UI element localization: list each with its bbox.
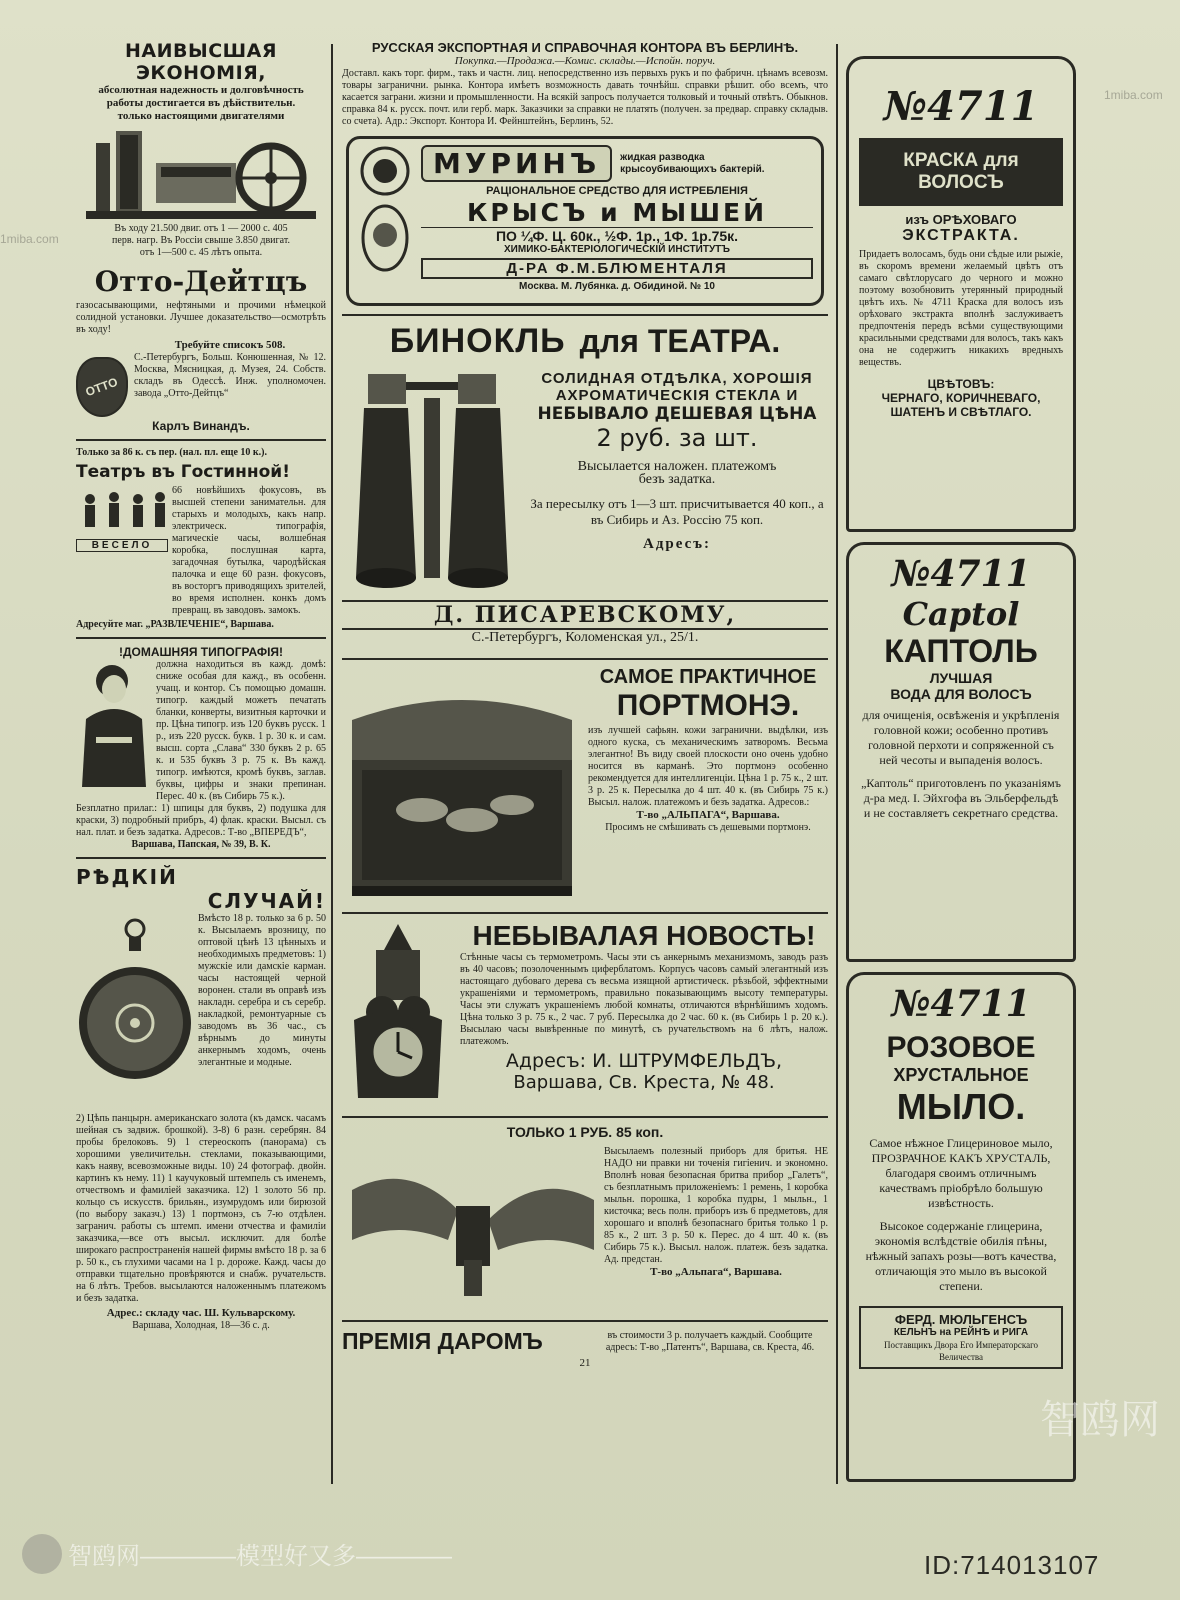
watermark-site-top: 1miba.com — [1104, 88, 1163, 102]
ad-body: Доставл. какъ торг. фирм., такъ и частн. лиц. непосредственно изъ первыхъ рукъ и по фабричн. цѣнамъ всевозм. товары загранични. рынка. Контора имѣетъ возможность давать точнѣйш. справки рѣшит. обо всемъ, что касается заграни. жизни и промышленности. На всякій запросъ получается толковый и точный отвѣтъ. Обыкнов. справка 84 к. русск. почт. или герб. марк. Заказчики за справки не платять (получен. за предвар. справку складыв. со счета). Адр.: Экспорт. Контора И. Фейнштейнъ, Берлинъ, 52. — [342, 68, 828, 127]
ad-title: НЕБЫВАЛАЯ НОВОСТЬ! — [472, 920, 816, 951]
column-center — [342, 40, 828, 1370]
ad-body: Придаетъ волосамъ, будь они сѣдые или рыжіе, въ скоромъ времени желаемый цвѣтъ отъ самаго свѣтлорусаго до черного и можно поэтому возобновить утерянный природный цвѣтъ ихъ. № 4711 Краска для волосъ изъ орѣховаго экстракта вполнѣ заслуживаетъ предпочтенія передъ всѣми существующими красильными средствами для волосъ, такъ какъ она не содержитъ никакихъ вредныхъ веществъ. — [859, 249, 1063, 368]
ad-send: Высылается наложен. платежомъ — [577, 459, 777, 474]
ad-title: РОЗОВОЕ — [886, 1031, 1036, 1064]
maker-supplier: Поставщикъ Двора Его Императорскаго Величества — [883, 1340, 1039, 1362]
ad-body: Самое нѣжное Глицериновое мыло, ПРОЗРАЧНОЕ КАКЪ ХРУСТАЛЬ, благодаря своимъ отличнымъ качествамъ пріобрѣло большую извѣстность. — [869, 1136, 1053, 1210]
column-left — [76, 40, 326, 1332]
maker-name: ФЕРД. МЮЛЬГЕНСЪ — [894, 1312, 1028, 1327]
column-right — [846, 40, 1076, 1482]
divider — [342, 1320, 828, 1322]
agent-name: Карлъ Винандъ. — [152, 419, 250, 433]
page-number: 21 — [579, 1357, 591, 1369]
ad-addressee: Д. ПИСАРЕВСКОМУ, — [342, 600, 828, 630]
ad-free-items: Безплатно прилаг.: 1) шпицы для буквъ, 2) подушка для краски, 3) подробный прибръ, 4) флак. краски. Высыл. съ нал. плат. и безъ задатка. Адресов.: Т-во „ВПЕРЕДЪ“, — [76, 803, 326, 838]
ad-title: ХРУСТАЛЬНОЕ — [893, 1065, 1029, 1085]
ad-headline: КРЫСЪ и МЫШЕЙ — [466, 198, 768, 227]
ad-subtitle: ЭКСТРАКТА. — [902, 227, 1020, 244]
ad-wallet — [342, 666, 828, 906]
woman-illustration — [76, 659, 152, 789]
ad-subtitle: работы достигается въ дѣйствительн. — [106, 97, 296, 109]
divider — [76, 439, 326, 441]
ad-title: САМОЕ ПРАКТИЧНОЕ — [599, 666, 817, 688]
ad-address: Варшава, Холодная, 18—36 с. д. — [132, 1320, 270, 1331]
ad-wall-clock — [342, 920, 828, 1110]
ad-send: безъ задатка. — [638, 472, 716, 487]
ad-subtitle: Покупка.—Продажа.—Комис. склады.—Испойн. поруч. — [454, 55, 716, 67]
wall-clock-illustration — [342, 920, 454, 1110]
ad-4711-hair-dye — [846, 56, 1076, 532]
ad-address: Адресуйте маг. „РАЗВЛЕЧЕНІЕ“, Варшава. — [76, 619, 274, 630]
ad-subtitle: изъ ОРѢХОВАГО — [905, 212, 1017, 227]
ad-address: С.-Петербургъ, Коломенская ул., 25/1. — [471, 630, 699, 645]
ad-firm: Т-во „АЛЬПАГА“, Варшава. — [636, 809, 780, 821]
ad-price: ТОЛЬКО 1 РУБ. 85 коп. — [506, 1124, 664, 1140]
watermark-slogan: 智鸥网————模型好又多———— — [68, 1543, 452, 1570]
brand-name: Отто-Дейтцъ — [94, 265, 308, 298]
ad-colors: ШАТЕНЪ И СВѢТЛАГО. — [890, 405, 1032, 419]
ad-body: въ стоимости 3 р. получаетъ каждый. Сообщите адресъ: Т-во „Патентъ“, Варшава, св. Креста, 46. — [605, 1329, 815, 1353]
ad-body: Высокое содержаніе глицерина, экономія вслѣдствіе обилія пѣны, нѣжный запахъ розы—вотъ качества, отличающія это мыло въ высокой степени. — [865, 1219, 1057, 1293]
ad-title: РѢДКІЙ — [76, 865, 178, 889]
ad-body: „Каптоль“ приготовленъ по указаніямъ д-ра мед. I. Эйхгофа въ Эльберфельдѣ и не составляетъ секретнаго средства. — [861, 776, 1061, 820]
ad-specs: перв. нагр. Въ Россіи свыше 3.850 двигат. — [112, 235, 290, 246]
ad-request: Требуйте списокъ 508. — [174, 339, 286, 351]
ad-specs: отъ 1—500 с. 45 лѣтъ опыта. — [139, 247, 263, 258]
ad-binoculars — [342, 322, 828, 652]
ad-body: 2) Цѣпь панцырн. американскаго золота (къ дамск. часамъ шейная съ задвиж. брошкой). 3-8) 6 разн. серебрян. 84 пробы брелоковъ. 9) 1 стереоскопъ (панорама) съ хорошими увеличительн. стеклами, показывающими, какъ наяву, всевозможные виды. 10) 24 фотограф. двойн. картинъ къ нему. 11) 1 каучуковый штемпель съ именемъ, отчествомъ и фамиліей заказчика. 12) 1 золото 56 пр. кольцо съ искусств. брильян., изумрудомъ или бирюзой (по выбору заказч.) 13) 1 портмонэ, съ 7-ю отдѣлен. загранич. работы съ штемп. имени отчества и фамиліи заказчика,—все отъ высыл. исключит. для болѣе широкаго распространенія нашей фирмы вмѣсто 18 р. за 6 р. 50 к., съ глухими часами на 1 р. дороже. Кажд. часы до отправки тщательно провѣряются и снабж. ручательств. на 6 лѣтъ. Требов. высылаются наложеннымъ платежомъ и безъ задатка. — [76, 1113, 326, 1304]
wallet-illustration — [342, 690, 582, 910]
ad-shipping: За пересылку отъ 1—3 шт. присчитывается 40 коп., а въ Сибирь и Аз. Россію 75 коп. — [530, 496, 824, 527]
ad-prices: ПО ¼Ф. Ц. 60к., ½Ф. 1р., 1Ф. 1р.75к. — [421, 227, 813, 244]
column-rule-right — [836, 44, 838, 1484]
ad-line: СОЛИДНАЯ ОТДѢЛКА, ХОРОШІЯ — [541, 370, 813, 387]
ad-4711-captol — [846, 542, 1076, 962]
ad-subtitle: только настоящими двигателями — [117, 110, 285, 122]
divider — [342, 658, 828, 660]
product-number: №4711 — [891, 553, 1031, 595]
ad-title: Театръ въ Гостинной! — [76, 462, 290, 482]
product-number: №4711 — [883, 83, 1039, 130]
divider — [342, 314, 828, 316]
divider — [76, 637, 326, 639]
ad-price: 2 руб. за шт. — [596, 424, 758, 452]
ad-note: Просимъ не смѣшивать съ дешевыми портмонэ. — [605, 822, 811, 833]
ad-body: должна находиться въ кажд. домѣ: сниже особая для кажд., въ особенн. учащ. и контор. Съ помощью домашн. типогр. каждый можетъ печатать бланки, конверты, визитныя карточки и пр. Цѣна типогр. изъ 120 буквъ русск. 1 р., изъ 220 русск. букв. 1 р. 30 к. и сам. высш. сорта „Слава“ 330 буквъ 2 р. 65 к. и 535 буквъ 3 р. 75 к. Въ кажд. типогр. имѣются, кромѣ буквъ, заглав. буквы, цифры и знаки препинан. Перес. 40 к. (въ Сибирь 75 к.). — [156, 659, 326, 802]
ad-address: Варшава, Папская, № 39, В. К. — [131, 839, 271, 850]
dancers-sign: ВЕСЕЛО — [76, 539, 168, 552]
ad-body: газосасывающими, нефтяными и прочими нѣмецкой солидной установки. Лучшее доказательство—осмотрѣть въ ходу! — [76, 300, 326, 335]
ad-title: !ДОМАШНЯЯ ТИПОГРАФІЯ! — [118, 645, 284, 659]
ad-colors-label: ЦВѢТОВЪ: — [927, 377, 995, 391]
ad-address: Москва. М. Лубянка. д. Обидиной. № 10 — [519, 281, 715, 292]
divider — [76, 857, 326, 859]
ad-address-label: Адресъ: — [642, 536, 711, 552]
ad-institute: ХИМИКО-БАКТЕРІОЛОГИЧЕСКІЙ ИНСТИТУТЪ — [504, 244, 730, 255]
watermark-site-left: 1miba.com — [0, 232, 59, 246]
pocket-watch-illustration — [76, 913, 194, 1113]
ad-line: НЕБЫВАЛО ДЕШЕВАЯ ЦѢНА — [537, 404, 817, 424]
ad-subtitle: абсолютная надежность и долговѣчность — [98, 84, 304, 96]
ad-line: АХРОМАТИЧЕСКІЯ СТЕКЛА И — [555, 387, 799, 404]
ad-address: С.-Петербургъ, Больш. Конюшенная, № 12. Москва, Мясницкая, д. Музея, 24. Собств. складъ въ Одессѣ. Инж. уполномочен. завода „Отто-Дейтцъ“ — [134, 352, 326, 399]
watermark-id: ID:714013107 — [924, 1550, 1100, 1580]
ad-tagline: крысоубивающихъ бактерій. — [620, 163, 765, 175]
captol-script-logo: Captol — [902, 595, 1020, 633]
ad-title: СЛУЧАЙ! — [207, 889, 326, 913]
brand-name: МУРИНЪ — [421, 145, 612, 182]
watermark-logo-icon — [22, 1534, 62, 1574]
hands-razor-illustration — [348, 1150, 598, 1300]
ad-title: КРАСКА для ВОЛОСЪ — [859, 138, 1063, 206]
ad-title: НАИВЫСШАЯ ЭКОНОМІЯ, — [125, 40, 277, 84]
maker-box — [859, 1306, 1063, 1369]
ad-firm: Т-во „Альпага“, Варшава. — [650, 1266, 782, 1278]
dancers-illustration — [76, 491, 168, 617]
ad-murin — [346, 136, 824, 306]
ad-theatre — [76, 447, 326, 631]
divider — [342, 1116, 828, 1118]
ad-rare-offer — [76, 865, 326, 1332]
ad-address: Адресъ: И. ШТРУМФЕЛЬДЪ, — [505, 1050, 783, 1072]
ad-tagline: жидкая разводка — [620, 151, 705, 163]
product-number: №4711 — [891, 983, 1031, 1025]
ad-address: Варшава, Св. Креста, № 48. — [513, 1072, 775, 1093]
ad-title: ПОРТМОНЭ. — [616, 689, 800, 722]
ad-specs: Въ ходу 21.500 двиг. отъ 1 — 2000 с. 405 — [114, 223, 288, 234]
ad-title: для ТЕАТРА. — [579, 323, 781, 359]
ad-title: МЫЛО. — [896, 1086, 1026, 1127]
column-rule-left — [331, 44, 333, 1484]
ad-body: изъ лучшей сафьян. кожи загранични. выдѣлки, изъ одного куска, съ механическимъ затворомъ. Весьма элегантно! Въ виду своей плоскости оно очень удобно носится въ карманѣ. Это портмонэ особенно рекомендуется для интеллигенціи. Цѣна 1 р. 75 к., 2 шт. 3 р. 25 к. Пересылка до 4 шт. 40 к. (въ Сибирь 75 к.) Высыл. налож. платежомъ и безъ задатка. Адресов.: — [588, 725, 828, 808]
otto-badge: OTTO — [76, 357, 128, 417]
ad-title: РУССКАЯ ЭКСПОРТНАЯ И СПРАВОЧНАЯ КОНТОРА ВЪ БЕРЛИНѢ. — [371, 40, 799, 55]
ad-body: Вмѣсто 18 р. только за 6 р. 50 к. Высылаемъ врозницу, по оптовой цѣнѣ 13 цѣнныхъ и необходимыхъ предметовъ: 1) мужскіе или дамскіе карман. часы настоящей черной воронен. стали въ оправѣ изъ накладн. серебра и съ серебр. накладкой, ремонтуарные съ заводомъ въ 36 час., съ вѣрнымъ до минуты анкернымъ ходомъ, очень элегантные и модные. — [198, 913, 326, 1068]
divider — [342, 912, 828, 914]
ad-title: КАПТОЛЬ — [884, 633, 1038, 669]
ad-body: Высылаемъ полезный приборъ для бритья. НЕ НАДО ни правки ни точенія гигіенич. и экономно. Вполнѣ новая безопасная бритва прибор „Галетъ“, съ безплатнымъ приложеніемъ: 1 ремень, 1 коробка мыльн. порошка, 1 коробка пудры, 1 мыльн., 1 кисточка; весь полн. приборъ изъ 6 предметовъ, для хорошаго и вполнѣ безопаснаго бритья только 1 р. 85 к., 2 шт. 3 р. 50 к. Перес. до 4 шт. 40 к. (въ Сибирь 75 к.). Высыл. налож. платеж. безъ задатка. Ад. предстан. — [604, 1146, 828, 1265]
ad-doctor: Д-РА Ф.М.БЛЮМЕНТАЛЯ — [421, 258, 813, 279]
ad-export-office — [342, 40, 828, 128]
ad-subtitle: ЛУЧШАЯ — [929, 670, 993, 686]
ad-premium — [342, 1328, 828, 1355]
ad-razor — [342, 1124, 828, 1314]
ad-body: для очищенія, освѣженія и укрѣпленія головной кожи; особенно противъ головной перхоти и сопряженной съ ней чесоты и выпаденія волосъ. — [862, 708, 1060, 767]
ad-subtitle: ВОДА ДЛЯ ВОЛОСЪ — [890, 686, 1032, 702]
maker-cities: КЕЛЬНЪ на РЕЙНѢ и РИГА — [893, 1327, 1029, 1338]
ad-address: Адрес.: складу час. Ш. Кульварскому. — [106, 1307, 296, 1319]
ad-otto-deutz — [76, 40, 326, 433]
ad-price: Только за 86 к. съ пер. (нал. пл. еще 10 к.). — [76, 447, 268, 458]
ad-body: Стѣнные часы съ термометромъ. Часы эти съ анкернымъ механизмомъ, заводъ разъ въ 40 часовъ; позолоченнымъ циферблатомъ. Корпусъ часовъ самый элегантный изъ настоящаго дубоваго дерева съ весьма изящной артистическ. рѣзьбой, эффектными украшеніями и термометромъ, правильно показывающимъ высоту температуры. Часы эти служатъ украшеніемъ любой комнаты, отличаются вѣрнѣйшимъ ходомъ. Цѣна только 3 р. 75 к., 2 час. 7 руб. Пересылка до 2 час. 60 к. (въ Сибирь 1 р. 20 к.). Высылаю часы вывѣренные по минутѣ, съ ручательствомъ на 6 лѣтъ, налож. платежомъ. — [460, 952, 828, 1047]
ad-home-printing — [76, 645, 326, 851]
ad-body: 66 новѣйшихъ фокусовъ, въ высшей степени занимательн. для старыхъ и молодыхъ, какъ напр. электрическ. типографія, магическіе часы, волшебная коробка, послушная карта, загадочная бутылка, чародѣйская палочка и еще 60 разн. фокусовъ, въ восторгъ приводящихъ зрителей, во время исполнен. конкъ домъ превращ. въ заводовъ. замокъ. — [172, 485, 326, 616]
watermark-brand-right: 智鸥网 — [1040, 1398, 1160, 1442]
ad-colors: ЧЕРНАГО, КОРИЧНЕВАГО, — [881, 391, 1041, 405]
murin-seal — [357, 145, 413, 297]
engine-illustration — [76, 123, 326, 223]
ad-subtitle: РАЦІОНАЛЬНОЕ СРЕДСТВО ДЛЯ ИСТРЕБЛЕНІЯ — [486, 185, 748, 197]
binoculars-illustration — [346, 368, 516, 598]
ad-title: БИНОКЛЬ — [389, 322, 566, 360]
ad-title: ПРЕМІЯ ДАРОМЪ — [342, 1328, 543, 1354]
